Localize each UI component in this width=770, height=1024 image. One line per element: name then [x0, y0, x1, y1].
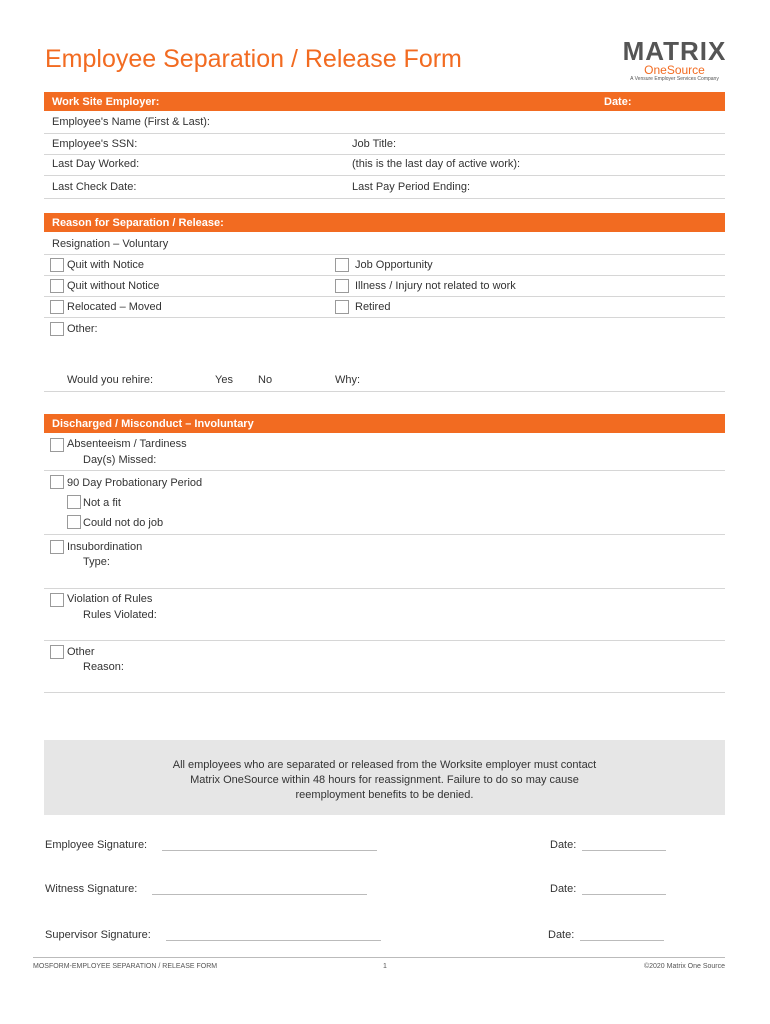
label: Job Opportunity [355, 259, 433, 271]
label: Could not do job [83, 517, 164, 529]
label: Other: [67, 323, 98, 335]
job-opportunity-checkbox[interactable] [335, 258, 349, 272]
logo: MATRIX OneSource A Vensure Employer Services Company [622, 36, 727, 82]
insubordination-checkbox[interactable] [50, 540, 64, 554]
label: Quit with Notice [67, 259, 145, 271]
label: Day(s) Missed: [83, 454, 157, 466]
violation-checkbox[interactable] [50, 593, 64, 607]
date-label: Date: [548, 929, 575, 941]
other-checkbox[interactable] [50, 322, 64, 336]
date-label: Date: [550, 883, 577, 895]
reason-bar: Reason for Separation / Release: [44, 213, 725, 232]
last-day-note: (this is the last day of active work): [352, 158, 521, 170]
ssn-label: Employee's SSN: [52, 138, 138, 150]
retired-checkbox[interactable] [335, 300, 349, 314]
footer-copyright: ©2020 Matrix One Source [643, 963, 725, 970]
date-label: Date: [550, 839, 577, 851]
last-check-label: Last Check Date: [52, 181, 137, 193]
label: Quit without Notice [67, 280, 160, 292]
label: 90 Day Probationary Period [67, 477, 203, 489]
label: Other [67, 646, 95, 658]
label: Reason: [83, 661, 124, 673]
label: Retired [355, 301, 391, 313]
witness-signature-field[interactable] [152, 894, 367, 895]
supervisor-date-field[interactable] [580, 940, 664, 941]
label: Not a fit [83, 497, 121, 509]
employee-name-label: Employee's Name (First & Last): [52, 116, 210, 128]
last-pay-label: Last Pay Period Ending: [352, 181, 471, 193]
rehire-no[interactable]: No [258, 374, 273, 386]
why-label: Why: [335, 374, 361, 386]
quit-no-notice-checkbox[interactable] [50, 279, 64, 293]
page-title: Employee Separation / Release Form [45, 45, 462, 73]
other-discharge-checkbox[interactable] [50, 645, 64, 659]
rehire-label: Would you rehire: [67, 374, 154, 386]
label: Violation of Rules [67, 593, 153, 605]
page-number: 1 [383, 963, 387, 970]
employee-date-field[interactable] [582, 850, 666, 851]
label: Insubordination [67, 541, 143, 553]
label: Absenteeism / Tardiness [67, 438, 187, 450]
job-title-label: Job Title: [352, 138, 397, 150]
could-not-checkbox[interactable] [67, 515, 81, 529]
header-bar: Work Site Employer: Date: [44, 92, 725, 111]
rehire-yes[interactable]: Yes [215, 374, 233, 386]
label: Rules Violated: [83, 609, 157, 621]
supervisor-signature-label: Supervisor Signature: [45, 929, 151, 941]
label: Type: [83, 556, 110, 568]
employee-signature-field[interactable] [162, 850, 377, 851]
supervisor-signature-field[interactable] [166, 940, 381, 941]
witness-date-field[interactable] [582, 894, 666, 895]
absenteeism-checkbox[interactable] [50, 438, 64, 452]
label: Relocated – Moved [67, 301, 162, 313]
relocated-checkbox[interactable] [50, 300, 64, 314]
employee-signature-label: Employee Signature: [45, 839, 148, 851]
quit-notice-checkbox[interactable] [50, 258, 64, 272]
illness-checkbox[interactable] [335, 279, 349, 293]
last-day-label: Last Day Worked: [52, 158, 140, 170]
discharged-bar: Discharged / Misconduct – Involuntary [44, 414, 725, 433]
witness-signature-label: Witness Signature: [45, 883, 138, 895]
not-fit-checkbox[interactable] [67, 495, 81, 509]
resignation-heading: Resignation – Voluntary [52, 238, 169, 250]
probation-checkbox[interactable] [50, 475, 64, 489]
footer-form-id: MOSFORM-EMPLOYEE SEPARATION / RELEASE FORM [33, 963, 218, 970]
notice-box: All employees who are separated or released from the Worksite employer must contact Matrix OneSource within 48 hours for reassignment. Failure to do so may cause reemployment benefits to be denied. [44, 740, 725, 815]
label: Illness / Injury not related to work [355, 280, 516, 292]
